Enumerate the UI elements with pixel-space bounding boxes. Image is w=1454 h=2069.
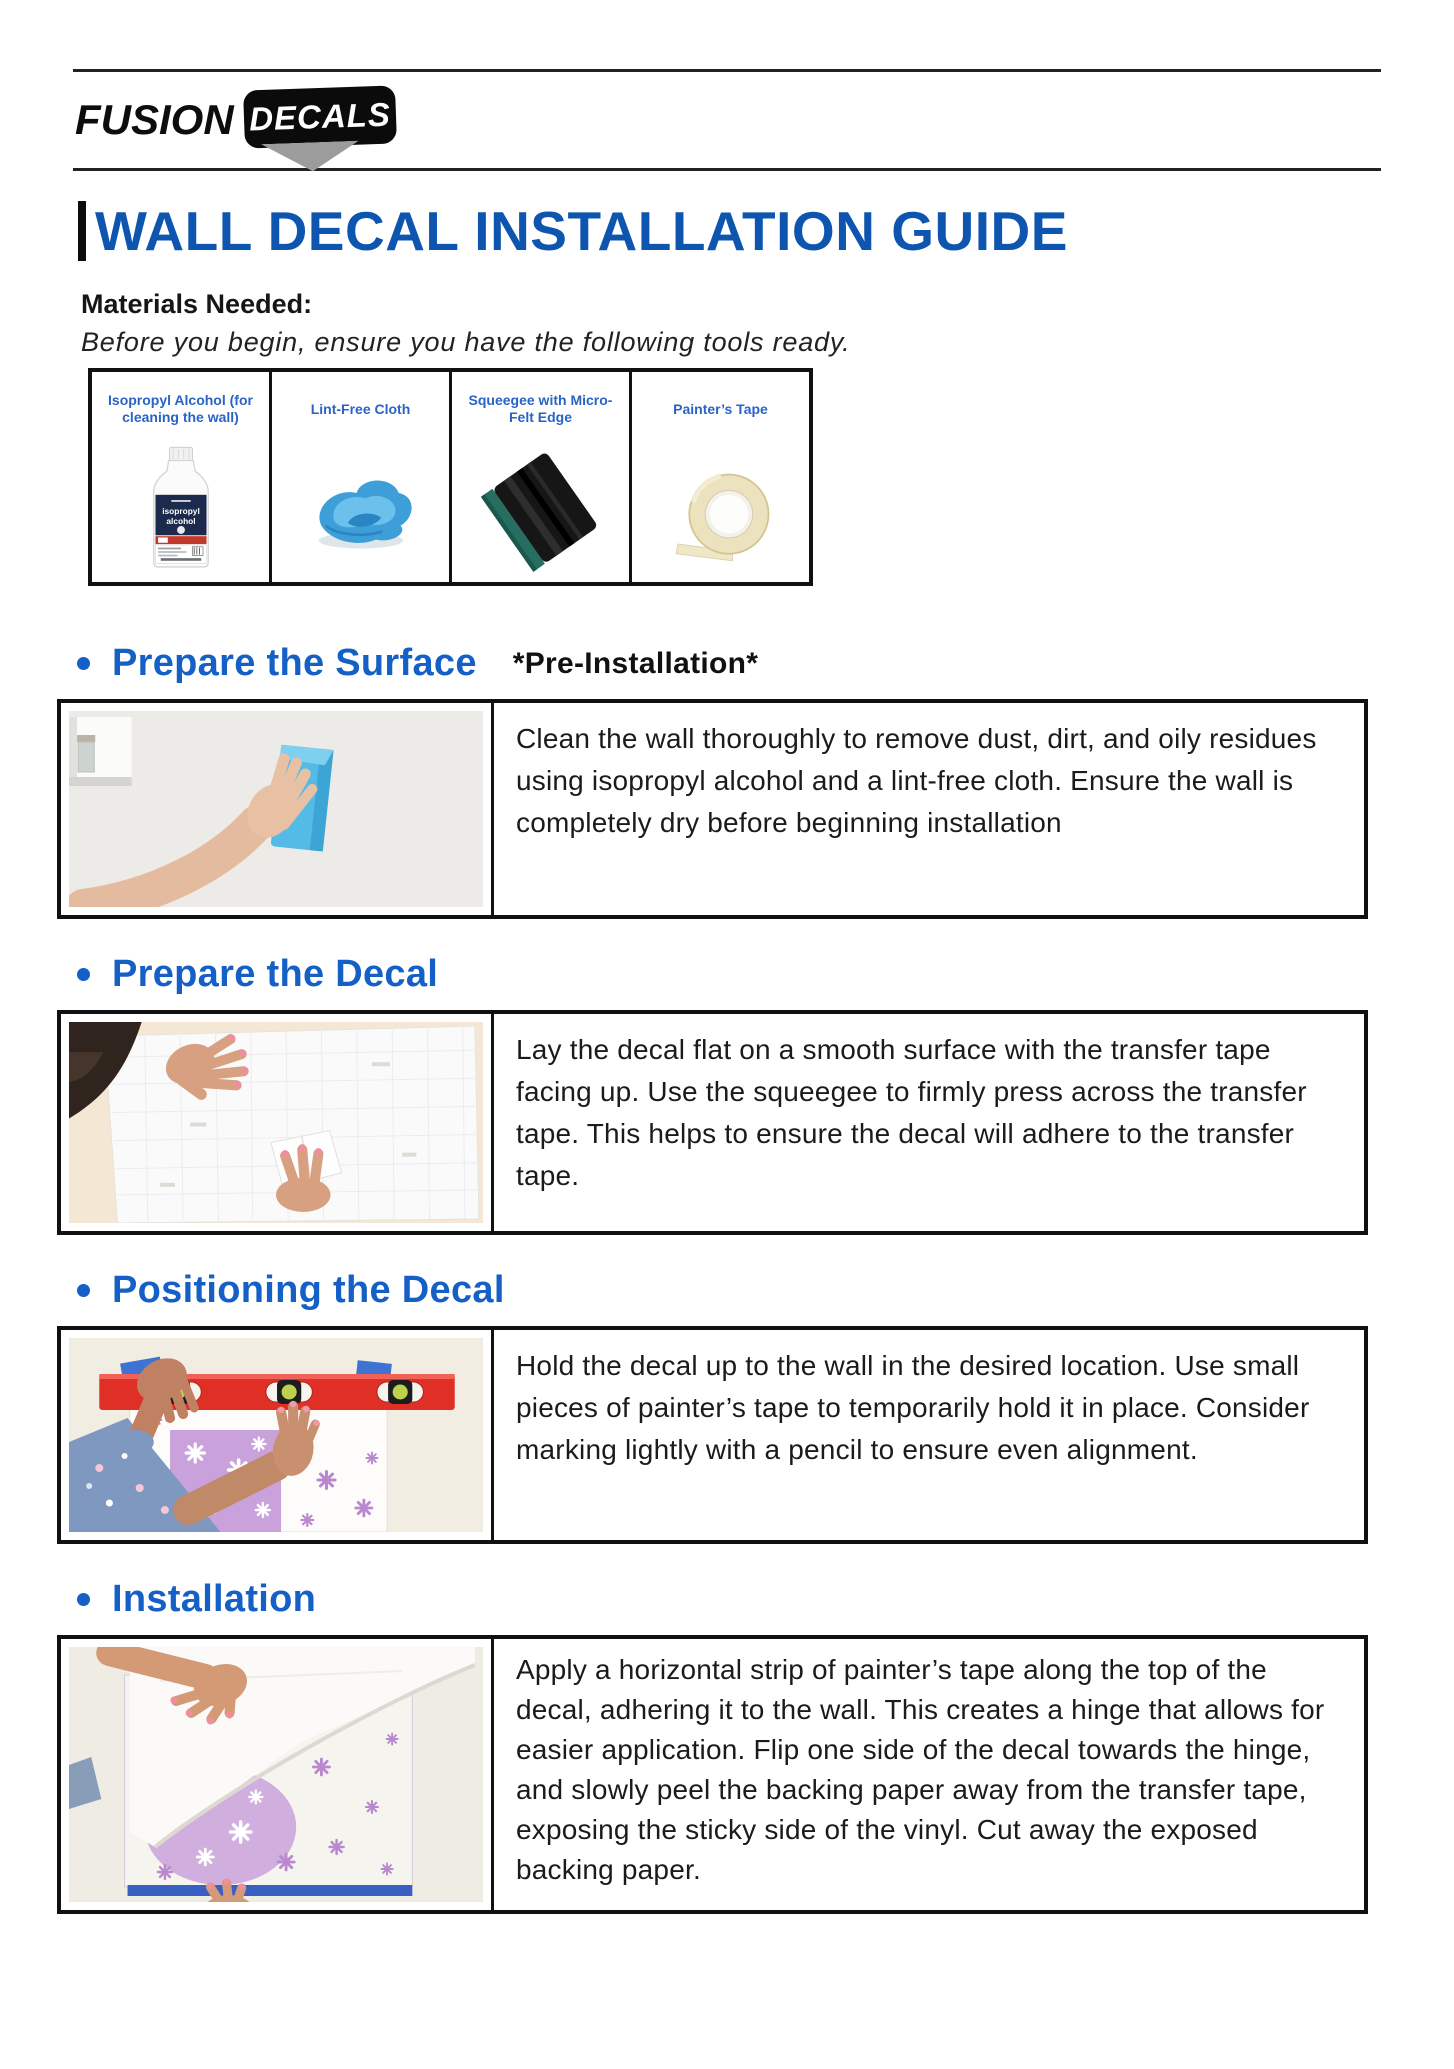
bullet-icon: [77, 1284, 90, 1297]
squeegee-image: [452, 440, 629, 576]
fusion-decals-logo: [75, 72, 1381, 168]
step-box-positioning-decal: [57, 1326, 1368, 1544]
photo-pressing-decal: [61, 1014, 494, 1231]
section-heading-text: Prepare the Decal: [112, 953, 439, 995]
section-heading-text: Prepare the Surface: [112, 642, 477, 684]
step-text: Lay the decal flat on a smooth surface with the transfer tape facing up. Use the squeegee to firmly press across the transfer tape. This helps to ensure the decal will adhere to the transfer tape.: [516, 1034, 1307, 1191]
section-heading-prepare-decal: [77, 953, 1381, 996]
section-heading-text: Installation: [112, 1578, 317, 1620]
section-heading-text: Positioning the Decal: [112, 1269, 505, 1311]
material-label: Painter’s Tape: [673, 400, 768, 417]
logo-fusion-text: FUSION: [75, 96, 234, 143]
section-heading-installation: [77, 1578, 1381, 1621]
photo-peeling-backing: [61, 1639, 494, 1910]
step-text: Hold the decal up to the wall in the desired location. Use small pieces of painter’s tape to temporarily hold it in place. Consider marking lightly with a pencil to ensure even alignment.: [516, 1350, 1310, 1465]
bullet-icon: [77, 657, 90, 670]
material-cell-squeegee: [451, 370, 631, 584]
section-heading-prepare-surface: [77, 642, 1381, 685]
material-cell-lint-free-cloth: [271, 370, 451, 584]
bullet-icon: [77, 1593, 90, 1606]
step-box-installation: [57, 1635, 1368, 1914]
step-text: Clean the wall thoroughly to remove dust, dirt, and oily residues using isopropyl alcohol and a lint-free cloth. Ensure the wall is completely dry before beginning installation: [516, 723, 1317, 838]
header-rule: [73, 168, 1381, 171]
painters-tape-image: [632, 440, 809, 576]
lint-free-cloth-image: [272, 440, 449, 576]
svg-text:isopropyl: isopropyl: [161, 506, 200, 517]
step-box-prepare-decal: [57, 1010, 1368, 1235]
material-cell-painters-tape: [631, 370, 812, 584]
logo-decals-badge: [243, 85, 397, 148]
material-label: Lint-Free Cloth: [310, 400, 411, 417]
step-text: Apply a horizontal strip of painter’s tape along the top of the decal, adhering it to the wall. This creates a hinge that allows for easier application. Flip one side of the decal towards the hinge, and slowly peel the backing paper away from the transfer tape, exposing the sticky side of the vinyl. Cut away the exposed backing paper.: [516, 1654, 1325, 1885]
logo-decals-text: DECALS: [248, 95, 392, 138]
materials-row: [90, 370, 811, 584]
material-cell-isopropyl-alcohol: [90, 370, 271, 584]
title-accent-bar: [78, 201, 86, 261]
step-box-prepare-surface: [57, 699, 1368, 919]
bullet-icon: [77, 968, 90, 981]
photo-cleaning-wall: [61, 703, 494, 915]
materials-heading: Materials Needed:: [81, 289, 313, 319]
page-title: [78, 199, 1381, 263]
pre-installation-note: *Pre-Installation*: [512, 646, 759, 680]
section-heading-positioning-decal: [77, 1269, 1381, 1312]
material-label: Squeegee with Micro-Felt Edge: [468, 392, 613, 425]
alcohol-bottle-image: [92, 440, 269, 576]
page-title-text: WALL DECAL INSTALLATION GUIDE: [95, 200, 1068, 262]
document-page: [0, 69, 1454, 1914]
materials-subheading: Before you begin, ensure you have the following tools ready.: [81, 327, 851, 357]
photo-leveling-decal: [61, 1330, 494, 1540]
materials-table: [88, 368, 813, 586]
svg-text:alcohol: alcohol: [165, 515, 196, 526]
material-label: Isopropyl Alcohol (for cleaning the wall): [108, 392, 253, 425]
